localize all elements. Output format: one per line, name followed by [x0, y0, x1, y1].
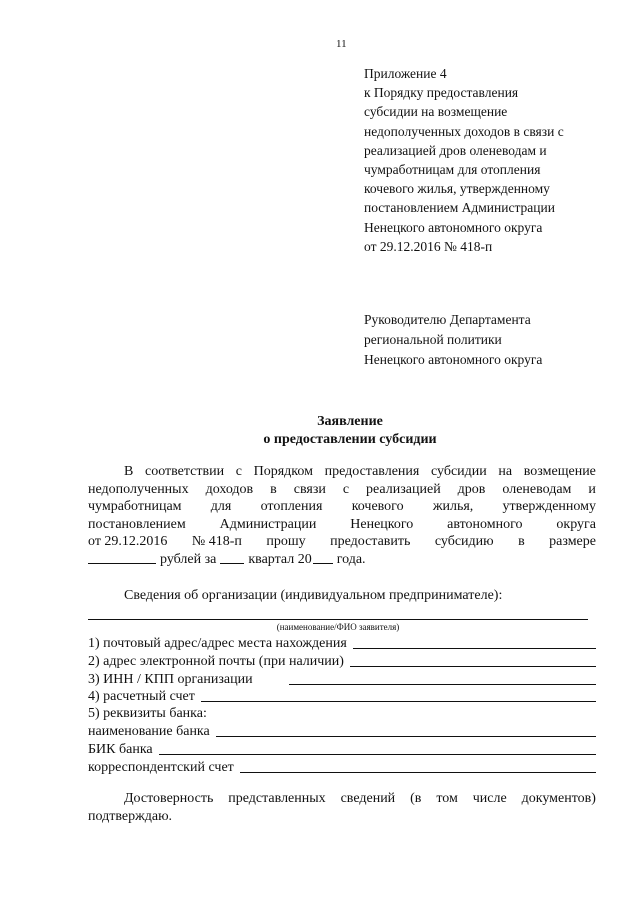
bank-name-line[interactable]: [216, 735, 596, 737]
word: (в: [410, 791, 422, 806]
addressee-line: Руководителю Департамента: [364, 312, 531, 327]
year-text: года.: [336, 551, 366, 567]
word: с: [235, 464, 242, 479]
word: субсидии: [431, 464, 487, 479]
field-label: корреспондентский счет: [88, 760, 234, 775]
settlement-account-line[interactable]: [201, 700, 596, 702]
word: автономного: [447, 516, 523, 532]
paragraph-line: [88, 481, 596, 499]
field-label: 5) реквизиты банка:: [88, 706, 207, 721]
word: утвержденному: [502, 499, 596, 514]
inn-kpp-field: [88, 670, 596, 688]
paragraph-line: [88, 790, 596, 808]
settlement-account-field: [88, 687, 596, 705]
email-field: [88, 652, 596, 670]
document-subtitle: о предоставлении субсидии: [263, 432, 437, 447]
organization-heading: Сведения об организации (индивидуальном предпринимателе):: [124, 588, 503, 603]
word: Ненецкого: [350, 516, 414, 532]
appendix-line: реализацией дров оленеводам и: [364, 142, 547, 158]
word: на: [498, 464, 513, 479]
word: размере: [549, 534, 596, 549]
word: Порядком: [253, 464, 313, 479]
appendix-line: недополученных доходов в связи с: [364, 123, 564, 139]
correspondent-account-line[interactable]: [240, 771, 596, 773]
word: в: [518, 534, 525, 549]
appendix-line: Приложение 4: [364, 66, 447, 81]
word: недополученных: [88, 481, 189, 497]
rubles-text: рублей за: [160, 551, 217, 567]
word: возмещение: [523, 464, 596, 479]
amount-blank[interactable]: [88, 551, 156, 564]
word: реализацией: [366, 481, 441, 497]
bik-field: [88, 740, 596, 758]
word: В: [124, 464, 134, 479]
word: и: [588, 481, 596, 497]
quarter-text: квартал 20: [248, 551, 312, 567]
addressee-line: Ненецкого автономного округа: [364, 351, 543, 367]
bank-name-field: [88, 722, 596, 740]
word: для: [210, 499, 232, 514]
word: в: [270, 481, 277, 497]
word: отопления: [260, 499, 323, 514]
email-line[interactable]: [350, 665, 596, 667]
word: жилья,: [432, 499, 474, 514]
request-paragraph: [88, 463, 596, 568]
postal-address-field: [88, 634, 596, 652]
word: документов): [521, 791, 596, 806]
bik-line[interactable]: [159, 753, 596, 755]
word: предоставить: [330, 534, 411, 549]
paragraph-line: [88, 463, 596, 481]
word: № 418-п: [191, 534, 242, 549]
confirmation-paragraph: [88, 790, 596, 826]
appendix-line: от 29.12.2016 № 418-п: [364, 238, 493, 254]
word: дров: [457, 481, 486, 497]
word: числе: [472, 791, 507, 806]
appendix-line: к Порядку предоставления: [364, 85, 519, 101]
word: Администрации: [219, 516, 317, 532]
postal-address-line[interactable]: [353, 647, 596, 649]
paragraph-line: подтверждаю.: [88, 809, 173, 824]
word: доходов: [205, 481, 254, 497]
applicant-name-line[interactable]: [88, 619, 588, 620]
bank-details-heading: [88, 704, 596, 722]
inn-kpp-line[interactable]: [289, 683, 596, 685]
field-label: 3) ИНН / КПП организации: [88, 672, 253, 687]
word: округа: [556, 516, 596, 532]
word: прошу: [266, 534, 306, 549]
appendix-line: постановлением Администрации: [364, 200, 555, 216]
paragraph-line: [88, 498, 596, 516]
word: оленеводам: [502, 481, 572, 497]
field-label: 1) почтовый адрес/адрес места нахождения: [88, 636, 347, 651]
appendix-reference: [364, 64, 634, 256]
appendix-line: субсидии на возмещение: [364, 104, 508, 120]
paragraph-line: [88, 551, 596, 569]
document-title: Заявление: [317, 414, 383, 429]
word: от 29.12.2016: [88, 534, 168, 549]
appendix-line: чумработницам для отопления: [364, 162, 541, 178]
page-number: 11: [336, 38, 347, 50]
addressee-line: региональной политики: [364, 331, 502, 347]
correspondent-account-field: [88, 758, 596, 776]
appendix-line: кочевого жилья, утвержденному: [364, 181, 550, 197]
applicant-name-caption: (наименование/ФИО заявителя): [276, 622, 400, 632]
word: предоставления: [324, 464, 420, 479]
word: представленных: [228, 791, 326, 806]
word: связи: [293, 481, 326, 497]
field-label: 4) расчетный счет: [88, 689, 195, 704]
field-label: наименование банка: [88, 724, 210, 739]
word: постановлением: [88, 516, 186, 532]
word: сведений: [340, 791, 396, 806]
word: с: [342, 481, 350, 497]
field-label: 2) адрес электронной почты (при наличии): [88, 654, 344, 669]
appendix-line: Ненецкого автономного округа: [364, 219, 543, 235]
word: субсидию: [434, 534, 494, 549]
year-blank[interactable]: [313, 551, 333, 564]
quarter-blank[interactable]: [220, 551, 244, 564]
word: соответствии: [144, 464, 225, 479]
field-label: БИК банка: [88, 742, 153, 757]
word: Достоверность: [124, 791, 214, 806]
addressee-block: [364, 310, 634, 369]
paragraph-line: [88, 516, 596, 534]
word: кочевого: [351, 499, 404, 514]
word: том: [436, 791, 458, 806]
paragraph-line: [88, 533, 596, 551]
word: чумработницам: [88, 499, 182, 514]
